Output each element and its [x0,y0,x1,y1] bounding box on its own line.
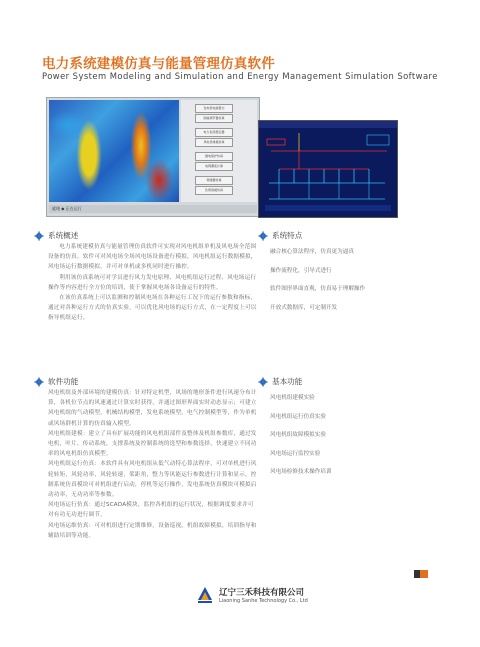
section-overview-heading [34,230,78,241]
list-item: 风电机组建模实验 [270,395,315,401]
basic-functions-list [270,393,332,486]
gear-icon [258,231,268,241]
single-line-diagram [259,121,397,217]
gear-icon [34,377,44,387]
page-marker [414,570,428,578]
paragraph: 风电机组及外部环境的建模仿真：针对特定机型，风场的地形条件进行风速分布计算，各机位节点的风速通过计算实时获得，并通过图形界面实时动态显示；可建立风电机组的气动模型，机械结构模型，发电系统模型，电气控制模型等，作为单机或风场群机计算的仿真输入模型。 [48,390,257,427]
list-item: 软件图形界面直观，仿真易于理解操作 [270,286,366,293]
panel-button[interactable]: 调速器仿真 [195,176,233,185]
section-functions-heading [34,376,78,387]
section-title: 基本功能 [272,377,303,386]
panel-button[interactable]: 负荷建模仿真 [195,186,233,195]
list-item: 风电机组故障模拟实验 [270,432,326,439]
page-subtitle: Power System Modeling and Simulation and Energy Management Simulation Software [42,71,438,81]
gear-icon [258,377,268,387]
section-basic-functions-heading [258,376,302,387]
paragraph: 电力系统建模仿真与能量管理仿真软件可实现对风电机组单机及风电场全范围设备的仿真。软件可对风电场全场风电场设备进行模拟，风电机组运行数据模拟，风电场运行数据模拟，并可对单机或多机同时进行操控。 [48,244,257,271]
page-title: 电力系统建模仿真与能量管理仿真软件 [42,56,275,72]
paragraph: 风电场运行仿真：通过SCADA模块，监控各机组的运行状况，根据调度要求并可对有功无功进行调节。 [48,502,254,519]
panel-button[interactable]: 风电场建模仿真 [195,138,233,147]
scada-screenshot [258,120,398,218]
list-item: 融合核心算法程序，仿真更为逼真 [270,249,354,255]
wind-field-map [49,100,179,202]
panel-button[interactable]: 电力系统稳定器 [195,128,233,137]
list-item: 操作流程化，引导式进行 [270,267,332,274]
section-title: 系统概述 [48,231,79,240]
overview-text [48,242,258,324]
status-bar: 就绪 ◆ 正在运行 [49,205,257,213]
paragraph: 风电场运维仿真：可对机组进行定期维修，设备巡视，机组故障模拟，培训指导和辅助培训等功能。 [48,522,257,539]
paragraph: 利用该仿真系统可对学员进行风力发电原理、风电机组运行过程、风电场运行操作等内容进行全方位的培训，使于掌握风电场各设备运行的特性。 [48,274,257,291]
paragraph: 风电机组运行仿真：本软件具有风电机组从低气动特心算法程序，可对单机进行风轮转矩，风轮功率，风轮转速，桨距角，整力等风能运行参数进行计算和显示，控制系统仿真模块可对机组进行启动，停机等运行操作，发电系统仿真模块可模拟启动功率，无功功率等参数。 [48,461,257,499]
section-title: 系统特点 [272,231,303,240]
list-item: 开放式数据库，可定制开发 [270,304,338,311]
panel-button[interactable]: 继电保护仿真 [195,152,233,161]
list-item: 风电机组运行仿真实验 [270,413,326,420]
company-logo [196,586,308,604]
company-name-en: Liaoning Sanhe Technology Co., Ltd [219,598,308,604]
panel-button[interactable]: 发电机电磁暂态 [195,104,233,113]
section-features-heading [258,230,302,241]
functions-text [48,388,258,541]
paragraph: 在该仿真系统上可以监测和控制风电场在各种运行工况下的运行参数和指标，通过对各种运行方式的仿真实验，可以优化风电场的运行方式，在一定程度上可以指导机组运行。 [48,295,257,322]
gear-icon [34,231,44,241]
panel-button[interactable]: 励磁调节器仿真 [195,114,233,123]
simulation-screenshot [46,97,260,217]
panel-button[interactable]: 电网潮流计算 [195,162,233,171]
logo-icon [196,586,214,604]
list-item: 风电场检修技术操作培训 [270,469,332,476]
features-list [270,247,365,321]
paragraph: 风电机组建模：建立了具有扩展功能的风电机组部件及整体及机组参数库，通过发电机，叶片，传动系统，支撑系统及控制系统的选型和参数选择，快速建立不同功率的风电机组仿真模型。 [48,430,257,458]
company-name-cn: 辽宁三禾科技有限公司 [219,588,305,598]
list-item: 风电场运行监控实验 [270,450,321,457]
section-title: 软件功能 [48,377,79,386]
